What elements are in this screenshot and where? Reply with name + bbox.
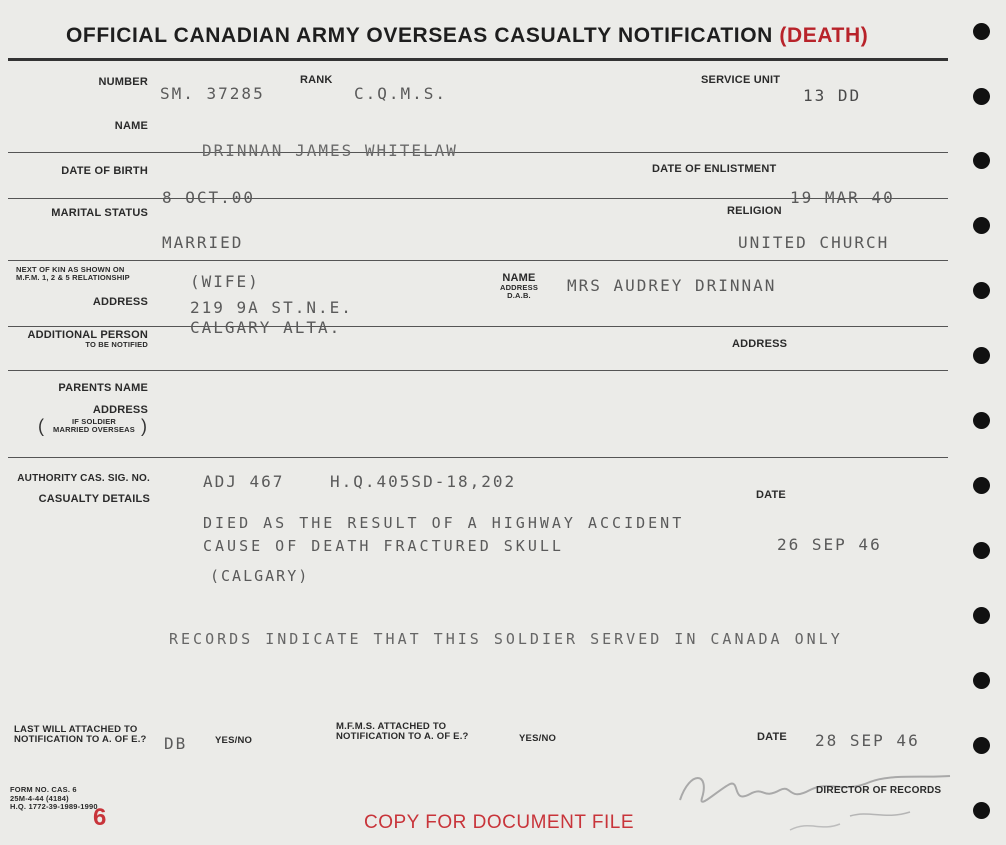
title-death-tag: (DEATH): [779, 24, 869, 47]
label-yes-no-1: YES/NO: [215, 735, 253, 746]
value-address-line2: CALGARY ALTA.: [190, 318, 342, 337]
label-casualty-details: CASUALTY DETAILS: [38, 493, 150, 505]
value-number: SM. 37285: [160, 84, 265, 103]
form-line2: 25M-4-44 (4184): [10, 793, 69, 803]
value-date-of-birth: 8 OCT.00: [162, 188, 256, 207]
value-address-line1: 219 9A ST.N.E.: [190, 298, 353, 317]
label-rank: RANK: [300, 74, 333, 86]
punch-hole-icon: [973, 347, 990, 364]
punch-hole-icon: [973, 672, 990, 689]
label-nok-name-sub1: ADDRESS: [499, 283, 539, 292]
label-name: NAME: [114, 120, 148, 132]
paren-open: (: [38, 416, 45, 436]
label-next-of-kin: [16, 266, 130, 282]
value-religion: UNITED CHURCH: [738, 233, 890, 252]
value-footer-date: 28 SEP 46: [815, 731, 920, 750]
label-additional-address: ADDRESS: [732, 338, 788, 350]
label-parents-address: ADDRESS: [92, 404, 148, 416]
value-authority: ADJ 467: [203, 472, 285, 491]
label-mfms-line1: M.F.M.S. ATTACHED TO: [336, 721, 447, 732]
paren-close: ): [141, 416, 148, 436]
label-nok-name: [497, 272, 541, 300]
value-casualty-line2: CAUSE OF DEATH FRACTURED SKULL: [203, 537, 564, 555]
punch-hole-icon: [973, 282, 990, 299]
punch-hole-icon: [973, 152, 990, 169]
label-footer-date: DATE: [757, 731, 787, 743]
label-to-be-notified: TO BE NOTIFIED: [85, 340, 148, 349]
copy-for-label: COPY FOR DOCUMENT FILE: [364, 812, 634, 833]
label-next-of-kin-line2: M.F.M. 1, 2 & 5 RELATIONSHIP: [16, 273, 130, 282]
value-casualty-date: 26 SEP 46: [777, 535, 882, 554]
label-mfms-line2: NOTIFICATION TO A. OF E.?: [336, 731, 469, 742]
value-relationship: (WIFE): [190, 272, 260, 291]
label-last-will: [14, 725, 147, 745]
label-additional-person: [10, 330, 148, 349]
label-married-overseas: MARRIED OVERSEAS: [53, 425, 135, 434]
label-address: ADDRESS: [92, 296, 148, 308]
value-date-of-enlistment: 19 MAR 40: [790, 188, 895, 207]
label-last-will-line1: LAST WILL ATTACHED TO: [14, 724, 138, 735]
rule: [8, 260, 948, 261]
punch-hole-icon: [973, 607, 990, 624]
punch-hole-icon: [973, 23, 990, 40]
label-nok-name-sub2: D.A.B.: [507, 291, 531, 300]
punch-hole-icon: [973, 412, 990, 429]
value-casualty-line1: DIED AS THE RESULT OF A HIGHWAY ACCIDENT: [203, 514, 685, 532]
form-number-block: [10, 786, 98, 812]
rule: [8, 152, 948, 153]
label-next-of-kin-line1: NEXT OF KIN AS SHOWN ON: [16, 265, 125, 274]
rule-header: [8, 58, 948, 61]
punch-hole-icon: [973, 802, 990, 819]
punch-hole-icon: [973, 542, 990, 559]
label-religion: RELIGION: [727, 205, 782, 217]
rule: [8, 326, 948, 327]
label-service-unit: SERVICE UNIT: [701, 74, 781, 86]
form-line1: FORM NO. CAS. 6: [10, 785, 77, 794]
rule: [8, 457, 948, 458]
label-if-soldier: [48, 418, 140, 434]
value-rank: C.Q.M.S.: [354, 84, 448, 103]
value-service-note: RECORDS INDICATE THAT THIS SOLDIER SERVED IN CANADA ONLY: [169, 630, 843, 648]
punch-hole-icon: [973, 477, 990, 494]
value-name: DRINNAN JAMES WHITELAW: [202, 141, 458, 160]
value-casualty-line3: (CALGARY): [210, 567, 310, 585]
label-if-soldier-line1: IF SOLDIER: [71, 417, 117, 426]
punch-hole-icon: [973, 737, 990, 754]
value-service-unit: 13 DD: [803, 86, 862, 105]
label-last-will-line2: NOTIFICATION TO A. OF E.?: [14, 734, 147, 745]
value-last-will: DB: [164, 734, 188, 753]
label-yes-no-2: YES/NO: [519, 733, 557, 744]
value-nok-name: MRS AUDREY DRINNAN: [567, 276, 777, 295]
label-director: DIRECTOR OF RECORDS: [816, 785, 942, 796]
value-authority-ref: H.Q.405SD-18,202: [330, 472, 517, 491]
rule: [8, 370, 948, 371]
label-number: NUMBER: [98, 76, 148, 88]
form-title: [66, 24, 868, 48]
form-line3: H.Q. 1772-39-1989-1990: [10, 802, 98, 811]
punch-hole-icon: [973, 88, 990, 105]
director-signature-icon: [670, 760, 960, 840]
label-date-of-enlistment: DATE OF ENLISTMENT: [652, 163, 777, 175]
label-date: DATE: [756, 489, 786, 501]
value-marital-status: MARRIED: [162, 233, 244, 252]
label-parents-name: PARENTS NAME: [58, 382, 148, 394]
label-marital-status: MARITAL STATUS: [51, 207, 148, 219]
label-authority: AUTHORITY CAS. SIG. NO.: [17, 473, 150, 484]
punch-hole-icon: [973, 217, 990, 234]
label-additional-person-line1: ADDITIONAL PERSON: [27, 329, 148, 341]
copy-number: 6: [93, 804, 107, 831]
label-date-of-birth: DATE OF BIRTH: [61, 165, 148, 177]
label-nok-name-main: NAME: [502, 272, 536, 284]
label-mfms: [336, 722, 469, 742]
title-text: OFFICIAL CANADIAN ARMY OVERSEAS CASUALTY NOTIFICATION: [66, 24, 773, 47]
